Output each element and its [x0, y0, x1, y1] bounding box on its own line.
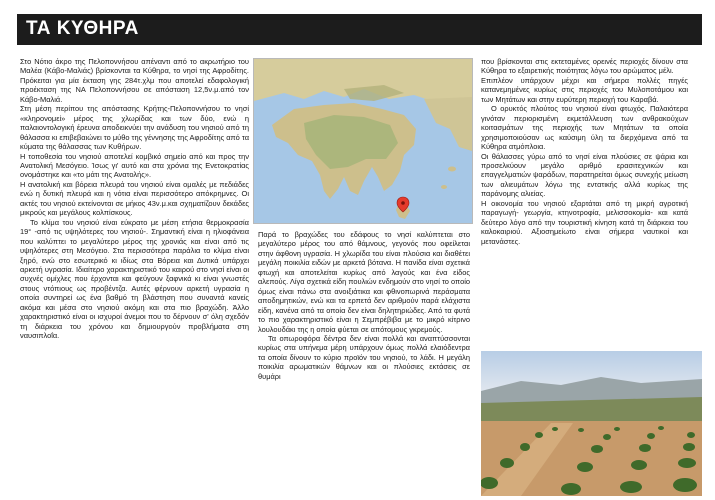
paragraph: Η οικονομία του νησιού εξαρτάται από τη μικρή αγροτική παραγωγή- γεωργία, κτηνοτροφία, μελισσοκομία- και κατά δεύτερο λόγο από την τουριστική κίνηση κατά τη διάρκεια του καλοκαιριού. Αξιοσημείωτο είναι σήμερα ναυτικοί και μετανάστες. [481, 198, 688, 246]
vineyard-image [481, 351, 702, 496]
paragraph: Στη μέση περίπου της απόστασης Κρήτης-Πελοποννήσου το νησί «κληρονομεί» μέρος της χλωρίδας και των δύο, ενώ η παλαιοντολογική έρευνα αποδεικνύει την ανάδυση του νησιού από τη θάλασσα κι επιβεβαιώνει το μύθο της γέννησης της Αφροδίτης από τα κύματα της θάλασσας των Κυθήρων. [20, 104, 249, 152]
text-column-3 [481, 57, 688, 347]
vineyard-photo [481, 351, 702, 496]
paragraph: Η ανατολική και βόρεια πλευρά του νησιού είναι ομαλές με πεδιάδες ενώ η δυτική πλευρά και η νότια είναι περισσότερο απόκρημνες. Οι ακτές του νησιού εκτείνονται σε μήκος 43ν.μ.και σχηματίζουν δεκάδες μικρούς και μεγάλους κολπίσκους. [20, 179, 249, 218]
paragraph: Τα οπωροφόρα δέντρα δεν είναι πολλά και αναπτύσσονται κυρίως στα υπήνεμα μέρη υπάρχουν όμως πολλά ελαιόδεντρα τα οποία δίνουν το κύριο προϊόν του νησιού, το λάδι. Η μεγάλη ποικιλία αρωματικών θάμνων και οι πλούσιες εκτάσεις σε θυμάρι [258, 333, 470, 381]
text-column-1 [20, 57, 249, 498]
paragraph: Η τοποθεσία του νησιού αποτελεί κομβικό σημείο από και προς την Ανατολική Μεσόγειο. Ίσως γι' αυτό και στα χρόνια της Ενετοκρατίας ονομάστηκε και «το μάτι της Ανατολής». [20, 151, 249, 180]
text-column-2 [258, 230, 470, 498]
map-graphic [254, 59, 472, 223]
page-header [17, 14, 702, 45]
paragraph: Οι θάλασσες γύρω από το νησί είναι πλούσιες σε ψάρια και προσελκύουν μεγάλο αριθμό ερασιτεχνικών και επαγγελματιών ψαράδων, παρατηρείται όμως συνεχής μείωση των αλιευμάτων λόγω της εντατικής αλλά κυρίως της παράνομης αλιείας. [481, 151, 688, 199]
paragraph: Το κλίμα του νησιού είναι εύκρατο με μέση ετήσια θερμοκρασία 19° -από τις υψηλότερες του νησιού-. Σημαντική είναι η ηλιοφάνεια που καλύπτει το μεγαλύτερο μέρος της χρονιάς και είναι από τις υψηλότερες στη Μεσόγειο. Στα περισσότερα παράλια το κλίμα είναι ξηρό, ενώ στο εσωτερικό κι ιδίως στα Βόρεια και Δυτικά υπάρχει αρκετή υγρασία. Ιδιαίτερο χαρακτηριστικό του καιρού στο νησί είναι οι συχνές ομίχλες που έρχονται και φεύγουν ξαφνικά κι είναι γνωστές στους ντόπιους ως προβέντζα. Αυτές φέρνουν αρκετή υγρασία η οποία συντηρεί ως ένα βαθμό τη βλάστηση που συναντά κανείς ακόμα και μέσα στο νησιού ακόμη και στα πιο βραχώδη. Άλλο χαρακτηριστικό είναι οι ισχυροί άνεμοι που το δέρνουν σ' όλη σχεδόν τη διάρκεια του χρόνου και δημιουργούν προβλήματα στη ναυσιπλοΐα. [20, 217, 249, 341]
peloponnese-map [253, 58, 473, 224]
paragraph: Επιπλέον υπάρχουν μέχρι και σήμερα πολλές πηγές κατανεμημένες κυρίως στις περιοχές του Μυλοποτάμου και των Μητάτων και στην ευρύτερη περιοχή του Καραβά. [481, 75, 688, 104]
paragraph: Στο Νότιο άκρο της Πελοποννήσου απέναντι από το ακρωτήριο του Μαλέα (Κάβο-Μαλιάς) βρίσκονται τα Κύθηρα, το νησί της Αφροδίτης. Πρόκειται για μία έκταση γης 284τ.χλμ που αποτελεί εδαφολογική προέκταση της ΝΑ Πελοποννήσου σε απόσταση 12,5ν.μ.από τον Κάβο-Μαλιά. [20, 57, 249, 104]
paragraph: Παρά το βραχώδες του εδάφους το νησί καλύπτεται στο μεγαλύτερο μέρος του από θάμνους, γεγονός που οφείλεται στην άφθονη υγρασία. Η χλωρίδα του είναι πλούσια και διαθέτει μεγάλη ποικιλία ειδών με αρκετά βότανα. Η πανίδα είναι σχετικά φτωχή και αποτελείται κυρίως από λαγούς και ένα είδος αλεπούς. Λίγα σχετικά είδη πουλιών ενδημούν στο νησί το οποίο όμως είναι πάνω στα ανοιξιάτικα και φθινοπωρινά περάσματα αποδημητικών, ενώ και τα ερπετά δεν αριθμούν παρά ελάχιστα είδη, κανένα από τα οποία δεν είναι δηλητηριώδες. Από τα φυτά το πιο χαρακτηριστικό είναι η Σεμπρέβιβα με το μικρό κίτρινο λουλουδάκι της η οποία φύεται σε απότομους γκρεμούς. [258, 230, 470, 334]
paragraph: που βρίσκονται στις εκτεταμένες ορεινές περιοχές δίνουν στα Κύθηρα το εξαιρετικής ποιότητας λόγω του αρώματος μέλι. [481, 57, 688, 76]
page-title: ΤΑ ΚΥΘΗΡΑ [26, 18, 139, 39]
paragraph: Ο ορυκτός πλούτος του νησιού είναι φτωχός. Παλαιότερα γινόταν περιορισμένη εκμετάλλευση των ανθρακούχων κοιτασμάτων της περιοχής των Μητάτων τα οποία χρησιμοποιούσαν ως καύσιμη ύλη τα διερχόμενα από τα Κύθηρα ατμόπλοια. [481, 104, 688, 152]
